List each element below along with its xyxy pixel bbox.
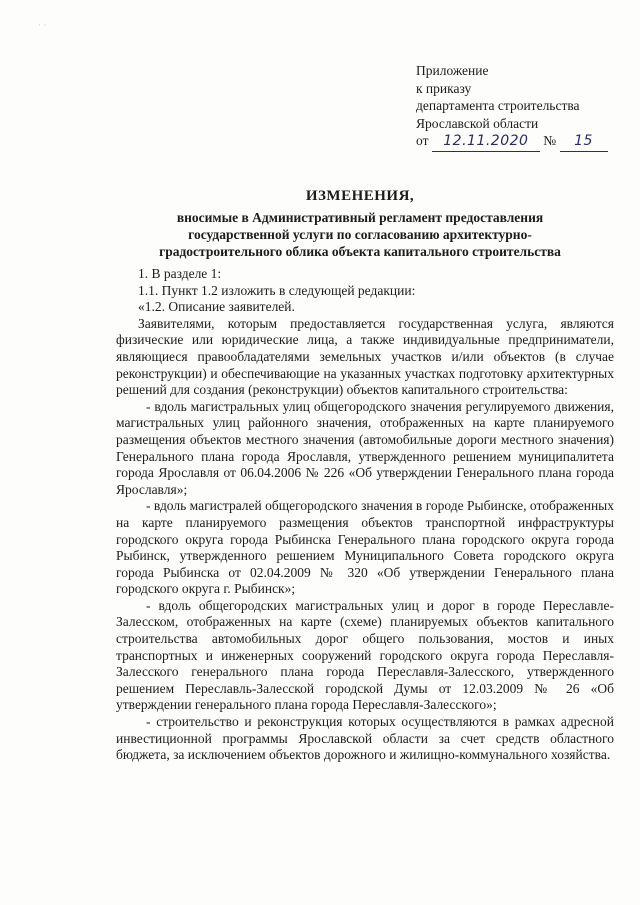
paragraph-pereslavl: - вдоль общегородских магистральных улиц и дорог в городе Переславле-Залесском, отображенных на карте (схеме) планируемых объектов капитального строительства автомобильных дорог общего пользования, мостов и иных транспортных и инженерных сооружений городского округа города Переславля-Залесского генерального плана города Переславля-Залесского, утвержденного решением Переславль-Залесской городской Думы от 12.03.2009 № 26 «Об утверждении генерального плана города Переславля-Залесского»;: [116, 597, 614, 713]
document-title: [130, 188, 590, 260]
title-line-1: вносимые в Административный регламент предоставления: [176, 210, 544, 225]
paragraph-rybinsk: - вдоль магистралей общегородского значения в городе Рыбинске, отображенных на карте планируемого размещения объектов транспортной инфраструктуры городского округа города Рыбинска Генерального плана городского округа города Рыбинск, утвержденного решением Муниципального Совета городского округа города Рыбинска от 02.04.2009 № 320 «Об утверждении Генерального плана городского округа г. Рыбинск»;: [116, 498, 614, 597]
paragraph-applicants: Заявителями, которым предоставляется государственная услуга, являются физические или юридические лица, а также индивидуальные предприниматели, являющиеся правообладателями земельных участков и/или объектов (в случае реконструкции) и обеспечивающие на указанных участках подготовку архитектурных решений для создания (реконструкции) объектов капитального строительства:: [116, 315, 614, 398]
document-body: [116, 266, 614, 764]
approval-header: [416, 62, 626, 152]
scan-mark: · ·: [38, 20, 47, 30]
header-line-appendix: Приложение: [416, 63, 489, 78]
paragraph-item-1-2: «1.2. Описание заявителей.: [138, 299, 295, 315]
header-line-date-number: [416, 132, 626, 152]
title-line-3: градостроительного облика объекта капитального строительства: [159, 244, 561, 259]
handwritten-number: 15: [560, 133, 608, 152]
title-main: ИЗМЕНЕНИЯ,: [305, 188, 415, 204]
paragraph-item-1-1: 1.1. Пункт 1.2 изложить в следующей редакции:: [138, 282, 416, 298]
paragraph-section-1: 1. В разделе 1:: [138, 266, 222, 281]
paragraph-yaroslavl: - вдоль магистральных улиц общегородского значения регулируемого движения, магистральных улиц районного значения, отображенных на карте планируемого размещения объектов местного значения (автомобильные дороги местного значения) Генерального плана города Ярославля, утвержденного решением муниципалитета города Ярославля от 06.04.2006 № 226 «Об утверждении Генерального плана города Ярославля»;: [116, 398, 614, 497]
header-line-to-order: к приказу: [416, 80, 472, 96]
number-label: №: [543, 133, 557, 148]
header-line-department: департамента строительства: [416, 98, 580, 113]
header-line-region: Ярославской области: [416, 115, 539, 131]
title-line-2: государственной услуги по согласованию архитектурно-: [188, 227, 532, 242]
from-label: от: [416, 133, 429, 148]
handwritten-date: 12.11.2020: [432, 133, 540, 152]
paragraph-investment: - строительство и реконструкция которых осуществляются в рамках адресной инвестиционной программы Ярославской области за счет средств областного бюджета, за исключением объектов дорожного и жилищно-коммунального хозяйства.: [116, 714, 614, 763]
